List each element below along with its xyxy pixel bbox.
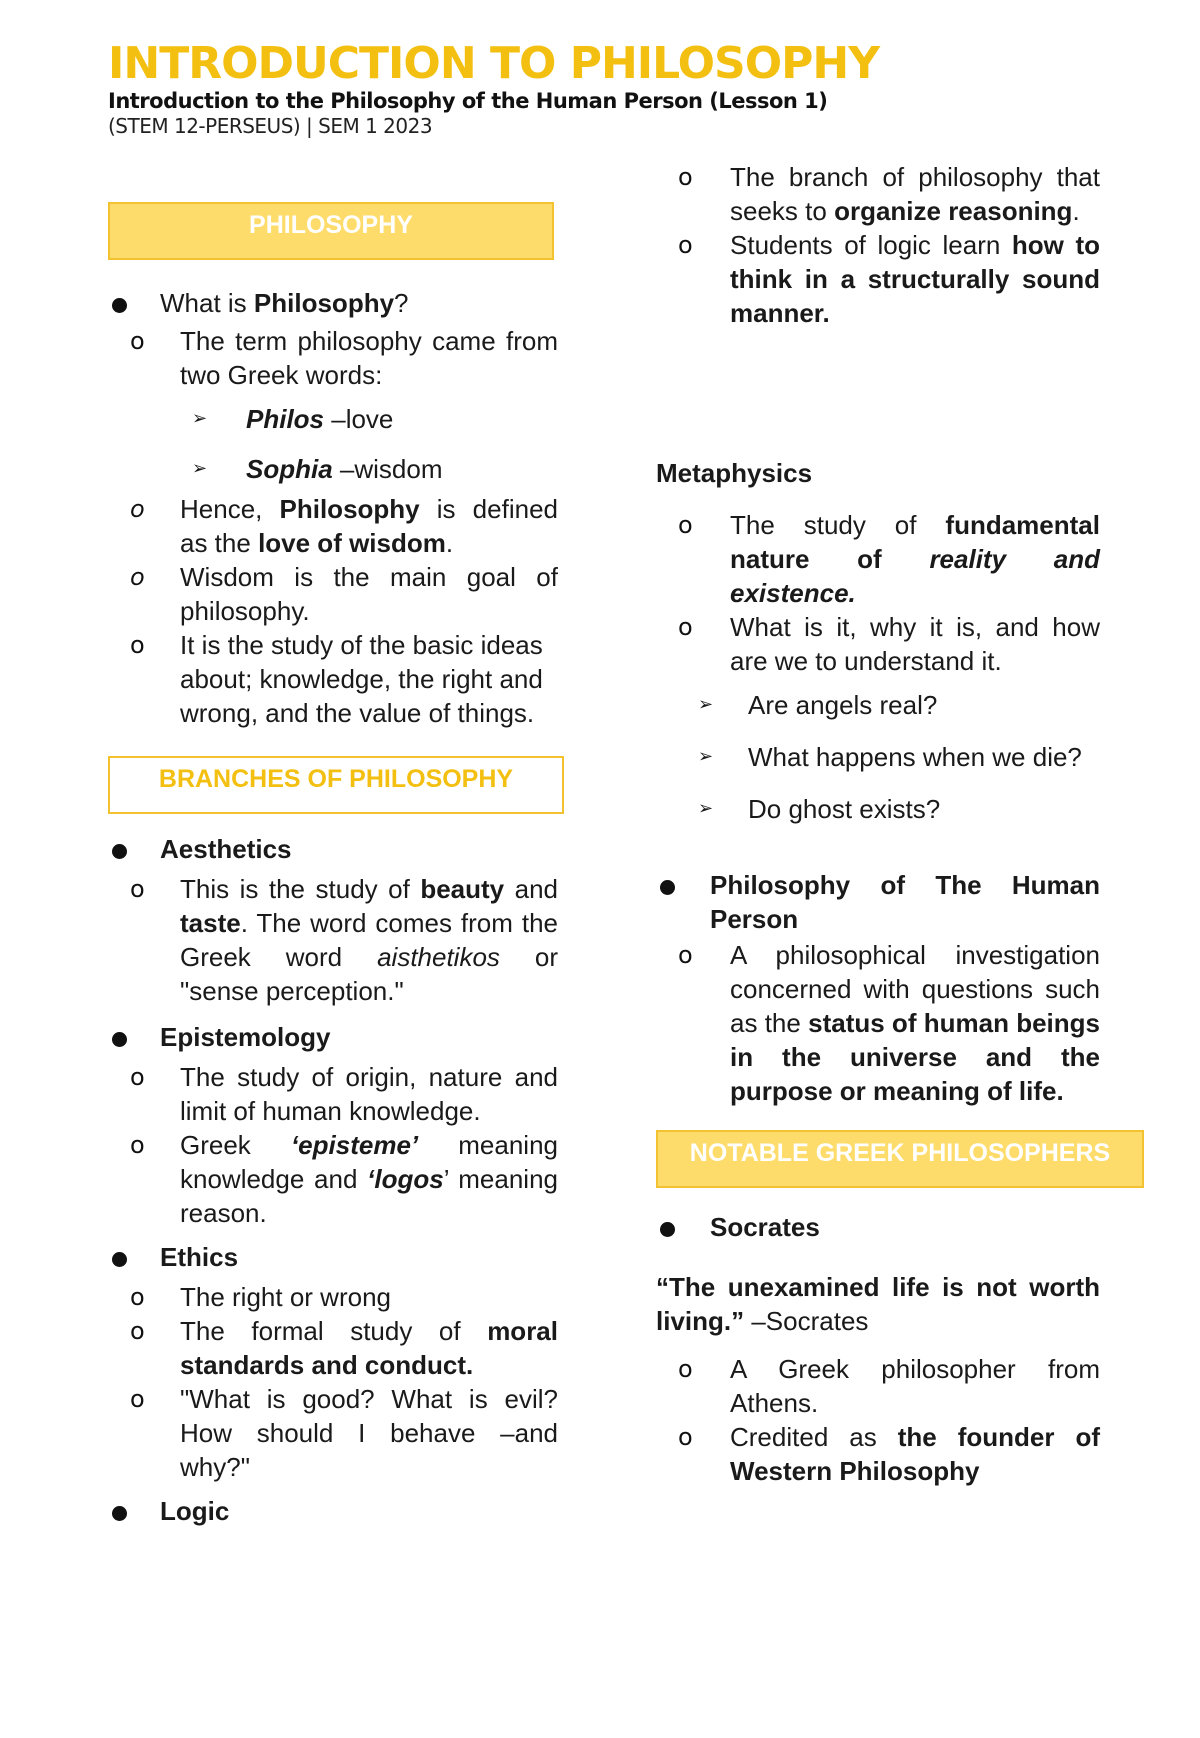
document-title: INTRODUCTION TO PHILOSOPHY <box>108 38 880 89</box>
epistemology-heading: Epistemology <box>108 1020 558 1054</box>
logic-students: o Students of logic learn how to think in a structurally sound manner. <box>656 228 1100 330</box>
philos-item: ➢ Philos –love <box>108 402 558 436</box>
metaphysics-q-angels: ➢ Are angels real? <box>656 688 1100 722</box>
aesthetics-desc: o This is the study of beauty and taste. The word comes from the Greek word aisthetikos or "sense perception." <box>108 872 558 1008</box>
ethics-heading: Ethics <box>108 1240 558 1274</box>
ethics-questions: o "What is good? What is evil? How should I behave –and why?" <box>108 1382 558 1484</box>
branches-banner: BRANCHES OF PHILOSOPHY <box>108 756 564 814</box>
metaphysics-heading: Metaphysics <box>656 458 813 488</box>
hence-definition: o Hence, Philosophy is defined as the love of wisdom. <box>108 492 558 560</box>
ethics-right-wrong: o The right or wrong <box>108 1280 558 1314</box>
metaphysics-q-death: ➢ What happens when we die? <box>656 740 1100 774</box>
human-person-desc: o A philosophical investigation concerned with questions such as the status of human beings in the universe and the purpose or meaning of life. <box>656 938 1100 1108</box>
socrates-heading: Socrates <box>656 1210 1100 1244</box>
what-is-philosophy: What is Philosophy? <box>108 286 558 320</box>
document-subtitle: Introduction to the Philosophy of the Human Person (Lesson 1) <box>108 89 828 113</box>
ethics-formal-study: o The formal study of moral standards and conduct. <box>108 1314 558 1382</box>
wisdom-goal: o Wisdom is the main goal of philosophy. <box>108 560 558 628</box>
socrates-origin: o A Greek philosopher from Athens. <box>656 1352 1100 1420</box>
aesthetics-heading: Aesthetics <box>108 832 558 866</box>
logic-definition: o The branch of philosophy that seeks to organize reasoning. <box>656 160 1100 228</box>
term-origin: o The term philosophy came from two Greek words: <box>108 324 558 392</box>
socrates-founder: o Credited as the founder of Western Philosophy <box>656 1420 1100 1488</box>
right-column <box>656 160 1111 1488</box>
human-person-heading: Philosophy of The Human Person <box>656 868 1100 936</box>
left-column <box>108 202 558 1528</box>
metaphysics-questions: o What is it, why it is, and how are we to understand it. <box>656 610 1100 678</box>
course-info: (STEM 12-PERSEUS) | SEM 1 2023 <box>108 114 433 138</box>
sophia-item: ➢ Sophia –wisdom <box>108 452 558 486</box>
basic-ideas: o It is the study of the basic ideas about; knowledge, the right and wrong, and the value of things. <box>108 628 558 730</box>
logic-heading: Logic <box>108 1494 558 1528</box>
socrates-quote: “The unexamined life is not worth living.” –Socrates <box>656 1272 1100 1336</box>
episteme-logos: o Greek ‘episteme’ meaning knowledge and ‘logos’ meaning reason. <box>108 1128 558 1230</box>
metaphysics-q-ghosts: ➢ Do ghost exists? <box>656 792 1100 826</box>
philosophy-banner: PHILOSOPHY <box>108 202 554 260</box>
greek-philosophers-banner: NOTABLE GREEK PHILOSOPHERS <box>656 1130 1144 1188</box>
epistemology-desc: o The study of origin, nature and limit of human knowledge. <box>108 1060 558 1128</box>
metaphysics-definition: o The study of fundamental nature of reality and existence. <box>656 508 1100 610</box>
